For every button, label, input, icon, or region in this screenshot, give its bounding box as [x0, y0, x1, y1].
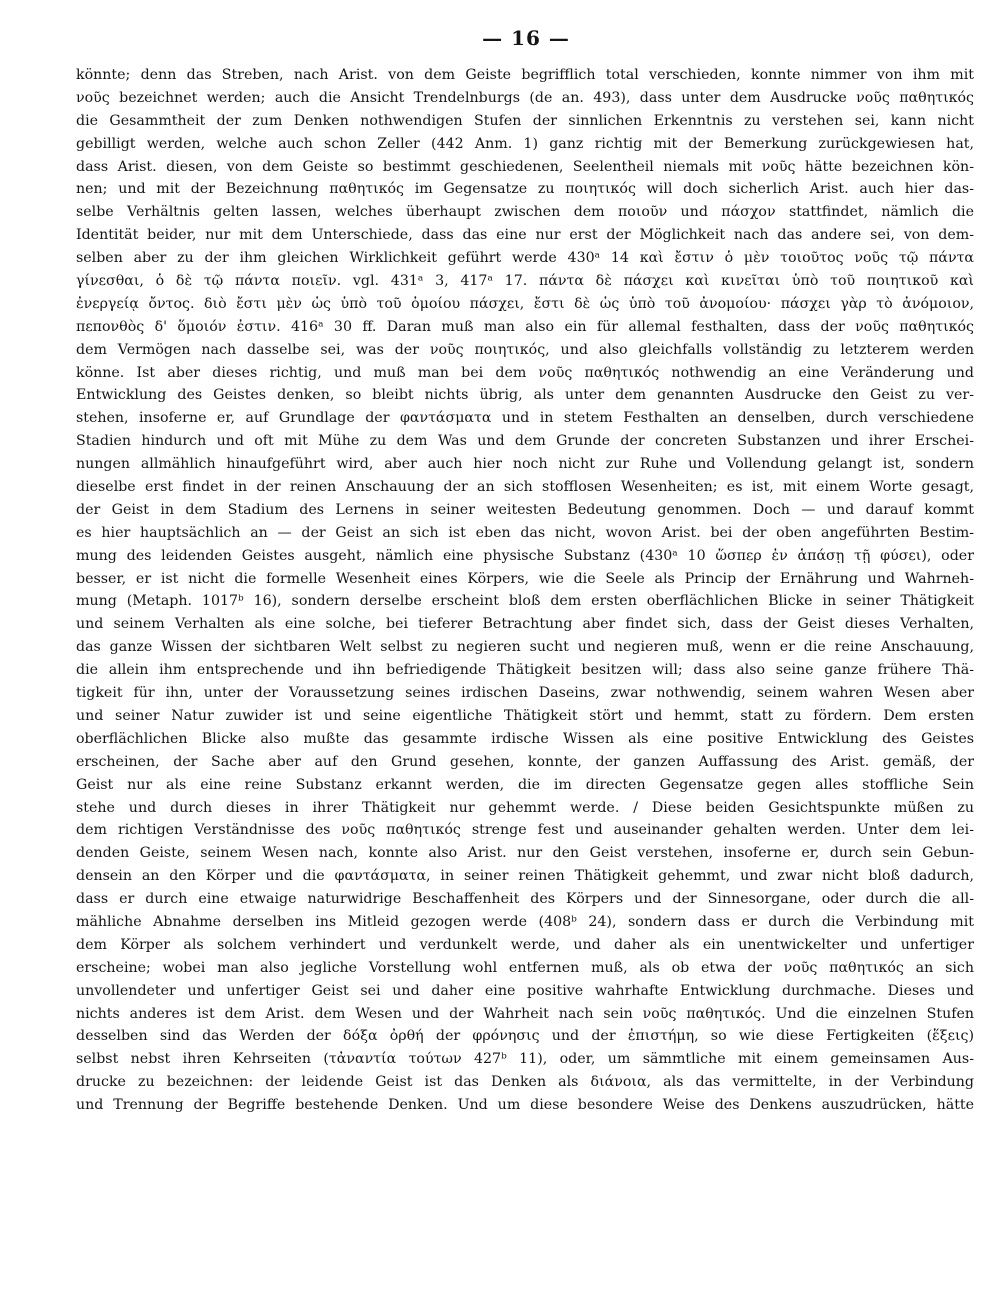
- body-text: [76, 64, 974, 1117]
- text-line: dem richtigen Verständnisse des νοῦς παθητικός strenge fest und auseinander gehalten werden. Unter dem lei-: [76, 822, 974, 839]
- text-line: selbst nebst ihren Kehrseiten (τἀναντία τούτων 427ᵇ 11), oder, um sämmtliche mit einem gemeinsamen Aus-: [76, 1051, 974, 1068]
- text-line: selbe Verhältnis gelten lassen, welches überhaupt zwischen dem ποιοῦν und πάσχον stattfindet, nämlich die: [76, 204, 974, 221]
- text-line: dass Arist. diesen, von dem Geiste so bestimmt geschiedenen, Seelentheil niemals mit νοῦς hätte bezeichnen kön-: [76, 158, 974, 175]
- text-line: πεπονθὸς δ' ὅμοιόν ἐστιν. 416ᵃ 30 ff. Daran muß man also ein für allemal festhalten, dass der νοῦς παθητικός: [76, 318, 974, 335]
- text-line: densein an den Körper und die φαντάσματα, in seiner reinen Thätigkeit gehemmt, und zwar nicht bloß dadurch,: [76, 868, 974, 885]
- text-line: und seinem Verhalten als eine solche, bei tieferer Betrachtung aber findet sich, dass der Geist dieses Verhalten,: [76, 616, 974, 633]
- text-line: mung des leidenden Geistes ausgeht, nämlich eine physische Substanz (430ᵃ 10 ὥσπερ ἐν ἁπάσῃ τῇ φύσει), oder: [76, 547, 974, 564]
- page-number: — 16 —: [482, 26, 570, 50]
- text-line: dass er durch eine etwaige naturwidrige Beschaffenheit des Körpers und der Sinnesorgane, oder durch die all-: [76, 891, 974, 908]
- text-line: Geist nur als eine reine Substanz erkannt werden, die im directen Gegensatze gegen alles stoffliche Sein: [76, 776, 974, 793]
- text-line: nichts anderes ist dem Arist. dem Wesen und der Wahrheit nach sein νοῦς παθητικός. Und die einzelnen Stufen: [76, 1005, 974, 1022]
- text-line: erscheine; wobei man also jegliche Vorstellung wohl entfernen muß, als ob etwa der νοῦς παθητικός an sich: [76, 959, 974, 976]
- text-line: die allein ihm entsprechende und ihn befriedigende Thätigkeit besitzen will; dass also seine ganze frühere Thä-: [76, 662, 974, 679]
- text-line: unvollendeter und unfertiger Geist sei und daher eine positive wahrhafte Entwicklung durchmache. Dieses und: [76, 982, 974, 999]
- text-line: nen; und mit der Bezeichnung παθητικός im Gegensatze zu ποιητικός will doch sicherlich Arist. auch hier das-: [76, 181, 974, 198]
- text-line: oberflächlichen Blicke also mußte das gesammte irdische Wissen als eine positive Entwicklung des Geistes: [76, 730, 974, 747]
- text-line: und Trennung der Begriffe bestehende Denken. Und um diese besondere Weise des Denkens auszudrücken, hätte: [76, 1097, 974, 1114]
- text-line: selben aber zu der ihm gleichen Wirklichkeit geführt werde 430ᵃ 14 καὶ ἔστιν ὁ μὲν τοιοῦτος νοῦς τῷ πάντα: [76, 250, 974, 267]
- text-line: dem Körper als solchem verhindert und verdunkelt werde, und daher als ein unentwickelter und unfertiger: [76, 936, 974, 953]
- text-line: die Gesammtheit der zum Denken nothwendigen Stufen der sinnlichen Erkenntnis zu verstehen sei, kann nicht: [76, 112, 974, 129]
- text-line: es hier hauptsächlich an — der Geist an sich ist eben das nicht, wovon Arist. bei der oben angeführten Bestim-: [76, 524, 974, 541]
- text-line: Identität beider, nur mit dem Unterschiede, dass das eine nur erst der Möglichkeit nach das andere sei, von dem-: [76, 227, 974, 244]
- text-line: mähliche Abnahme derselben ins Mitleid gezogen werde (408ᵇ 24), sondern dass er durch die Verbindung mit: [76, 913, 974, 930]
- text-line: mung (Metaph. 1017ᵇ 16), sondern derselbe erscheint bloß dem ersten oberflächlichen Blicke in seiner Thätigkeit: [76, 593, 974, 610]
- text-line: stehe und durch dieses in ihrer Thätigkeit nur gehemmt werde. / Diese beiden Gesichtspunkte müßen zu: [76, 799, 974, 816]
- text-line: der Geist in dem Stadium des Lernens in seiner weitesten Bedeutung genommen. Doch — und darauf kommt: [76, 501, 974, 518]
- text-line: drucke zu bezeichnen: der leidende Geist ist das Denken als διάνοια, als das vermittelte, in der Verbindung: [76, 1074, 974, 1091]
- text-line: besser, er ist nicht die formelle Wesenheit eines Körpers, wie die Seele als Princip der Ernährung und Wahrneh-: [76, 570, 974, 587]
- text-line: ἐνεργείᾳ ὄντος. διὸ ἔστι μὲν ὡς ὑπὸ τοῦ ὁμοίου πάσχει, ἔστι δὲ ὡς ὑπὸ τοῦ ἀνομοίου· πάσχει γὰρ τὸ ἀνόμοιον,: [76, 295, 974, 312]
- text-line: dieselbe erst findet in der reinen Anschauung der an sich stofflosen Wesenheiten; es ist, mit einem Worte gesagt,: [76, 479, 974, 496]
- text-line: Stadien hindurch und oft mit Mühe zu dem Was und dem Grunde der concreten Substanzen und ihrer Erschei-: [76, 433, 974, 450]
- text-line: nungen allmählich hinaufgeführt wird, aber auch hier noch nicht zur Ruhe und Vollendung gelangt ist, sondern: [76, 456, 974, 473]
- text-line: das ganze Wissen der sichtbaren Welt selbst zu negieren sucht und negieren muß, wenn er die reine Anschauung,: [76, 639, 974, 656]
- text-line: stehen, insoferne er, auf Grundlage der φαντάσματα und in stetem Festhalten an denselben, durch verschiedene: [76, 410, 974, 427]
- text-line: νοῦς bezeichnet werden; auch die Ansicht Trendelnburgs (de an. 493), dass unter dem Ausdrucke νοῦς παθητικός: [76, 89, 974, 106]
- text-line: Entwicklung des Geistes denken, so bleibt nichts übrig, als unter dem genannten Ausdrucke den Geist zu ver-: [76, 387, 974, 404]
- text-line: denden Geiste, seinem Wesen nach, konnte also Arist. nur den Geist verstehen, insoferne er, durch sein Gebun-: [76, 845, 974, 862]
- text-line: erscheinen, der Sache aber auf den Grund gesehen, konnte, der ganzen Auffassung des Arist. gemäß, der: [76, 753, 974, 770]
- text-line: gebilligt werden, welche auch schon Zeller (442 Anm. 1) ganz richtig mit der Bemerkung zurückgewiesen hat,: [76, 135, 974, 152]
- text-line: dem Vermögen nach dasselbe sei, was der νοῦς ποιητικός, und also gleichfalls vollständig zu letzterem werden: [76, 341, 974, 358]
- text-line: könne. Ist aber dieses richtig, und muß man bei dem νοῦς παθητικός nothwendig an eine Veränderung und: [76, 364, 974, 381]
- text-line: tigkeit für ihn, unter der Voraussetzung seines irdischen Daseins, zwar nothwendig, seinem wahren Wesen aber: [76, 685, 974, 702]
- text-line: desselben sind das Werden der δόξα ὀρθή der φρόνησις und der ἐπιστήμη, so wie diese Fertigkeiten (ἕξεις): [76, 1028, 974, 1045]
- text-line: könnte; denn das Streben, nach Arist. von dem Geiste begrifflich total verschieden, konnte nimmer von ihm mit: [76, 67, 974, 83]
- text-line: γίνεσθαι, ὁ δὲ τῷ πάντα ποιεῖν. vgl. 431ᵃ 3, 417ᵃ 17. πάντα δὲ πάσχει καὶ κινεῖται ὑπὸ τοῦ ποιητικοῦ καὶ: [76, 273, 974, 290]
- text-line: und seiner Natur zuwider ist und seine eigentliche Thätigkeit stört und hemmt, statt zu fördern. Dem ersten: [76, 707, 974, 724]
